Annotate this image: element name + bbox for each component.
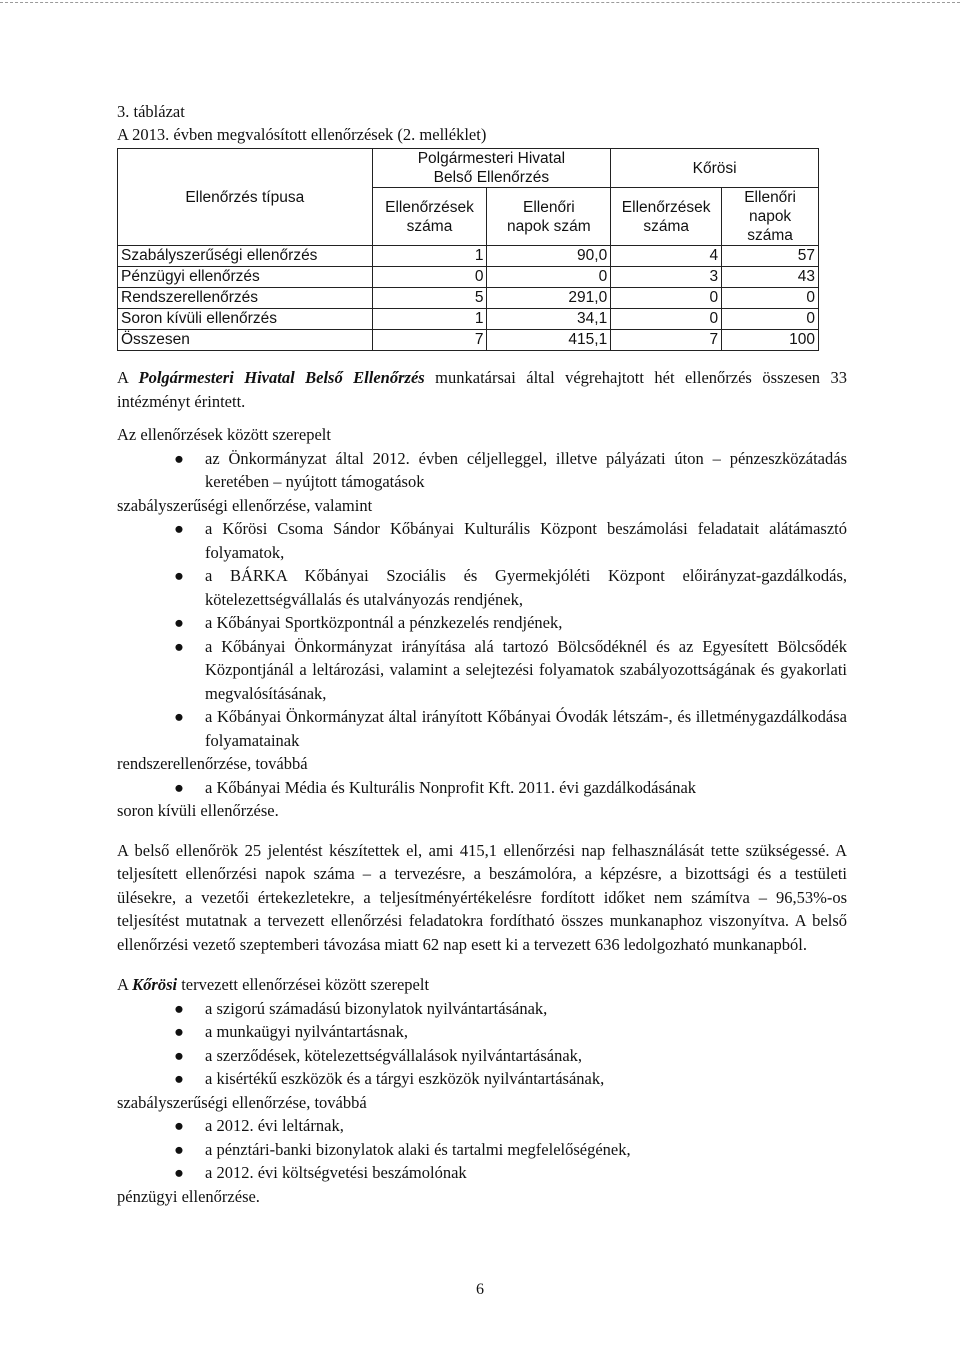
list-item: ● a Kőbányai Önkormányzat által irányított Kőbányai Óvodák létszám-, és illetménygazdálkodása folyamatainak: [174, 707, 847, 750]
bullet-icon: ●: [174, 707, 184, 726]
document-page: [117, 100, 847, 1208]
list-item: ● a pénztári-banki bizonylatok alaki és tartalmi megfelelőségének,: [117, 1138, 847, 1162]
list-item: ● a 2012. évi költségvetési beszámolónak: [117, 1161, 847, 1185]
bullet-icon: ●: [174, 777, 184, 797]
org-name-emphasis: Kőrösi: [132, 975, 178, 994]
table-row: [118, 246, 819, 267]
cell: 90,0: [487, 246, 611, 267]
bullet-icon: ●: [174, 566, 184, 585]
bullet-list-korosi-financial: [117, 1114, 847, 1185]
cell: 0: [487, 267, 611, 288]
table-row: [118, 309, 819, 330]
table-total-row: [118, 330, 819, 351]
row-label: Rendszerellenőrzés: [118, 288, 373, 309]
list-item: ● a BÁRKA Kőbányai Szociális és Gyermekjóléti Központ előirányzat-gazdálkodás, kötelezettségvállalás és utalványozás rendjének,: [174, 566, 847, 609]
table-number: 3. táblázat: [117, 102, 185, 121]
table-title: A 2013. évben megvalósított ellenőrzések (2. melléklet): [117, 125, 487, 144]
list-item: ● a szigorú számadású bizonylatok nyilvántartásának,: [117, 997, 847, 1021]
table-row: [118, 288, 819, 309]
cell: 415,1: [487, 330, 611, 351]
bullet-icon: ●: [174, 1069, 184, 1088]
page-number: 6: [476, 1281, 484, 1298]
list-item: ● a szerződések, kötelezettségvállalások nyilvántartásának,: [117, 1044, 847, 1068]
cell: 0: [611, 288, 722, 309]
table-row: [118, 267, 819, 288]
bullet-icon: ●: [174, 613, 184, 632]
inspections-table: [117, 148, 819, 351]
header-col-3: Ellenőrzések száma: [611, 188, 722, 246]
cell: 57: [722, 246, 819, 267]
cell: 291,0: [487, 288, 611, 309]
bullet-icon: ●: [174, 1116, 184, 1135]
bullet-list-extraordinary: [117, 776, 847, 800]
list-item: ● a munkaügyi nyilvántartásnak,: [117, 1020, 847, 1044]
list-tail: szabályszerűségi ellenőrzése, továbbá: [117, 1092, 367, 1112]
org-name-emphasis: Polgármesteri Hivatal Belső Ellenőrzés: [138, 368, 425, 387]
header-col-1: Ellenőrzések száma: [372, 188, 487, 246]
cell: 7: [372, 330, 487, 351]
list-intro: Az ellenőrzések között szerepelt: [117, 425, 331, 444]
bullet-icon: ●: [174, 998, 184, 1018]
table-header-row: [118, 149, 819, 188]
header-group-korosi: Kőrösi: [611, 149, 819, 188]
bullet-list-system: [117, 517, 847, 752]
list-item: ● a Kőbányai Önkormányzat irányítása alá tartozó Bölcsődéknél és az Egyesített Bölcsődék Központjánál a leltározási, valamint a selejtezési folyamatok szabályozottságának és gyakorlati megvalósításának,: [174, 636, 847, 703]
header-col-2: Ellenőri napok szám: [487, 188, 611, 246]
cell: 43: [722, 267, 819, 288]
cell: 100: [722, 330, 819, 351]
list-item: ● a kisértékű eszközök és a tárgyi eszközök nyilvántartásának,: [117, 1067, 847, 1091]
cell: 4: [611, 246, 722, 267]
row-label: Szabályszerűségi ellenőrzés: [118, 246, 373, 267]
bullet-list-grants: [117, 447, 847, 494]
bullet-icon: ●: [174, 519, 184, 538]
paragraph-reports: A belső ellenőrök 25 jelentést készítettek el, ami 415,1 ellenőrzési nap felhasználását tette szükségessé. A teljesített ellenőrzési napok száma – a tervezésre, a beszámolóra, a képzésre, a bizottsági és a testületi ülésekre, a vezetői értekezletekre, a teljesítményértékelésre fordított időket nem számítva – 96,53%-os teljesítést mutatnak a tervezett ellenőrzési feladatokra fordítható összes munkanaphoz viszonyítva. A belső ellenőrzési vezető szeptemberi távozása miatt 62 nap esett ki a tervezett 636 ledolgozható munkanapból.: [117, 840, 847, 954]
row-label: Összesen: [118, 330, 373, 351]
list-tail: rendszerellenőrzése, továbbá: [117, 754, 308, 773]
paragraph-korosi-intro: A Kőrösi tervezett ellenőrzései között szerepelt: [117, 975, 430, 994]
cell: 5: [372, 288, 487, 309]
bullet-icon: ●: [174, 636, 184, 656]
header-col-4: Ellenőri napok száma: [722, 188, 819, 246]
list-item: ● a 2012. évi leltárnak,: [117, 1114, 847, 1138]
row-label: Pénzügyi ellenőrzés: [118, 267, 373, 288]
cell: 1: [372, 309, 487, 330]
bullet-icon: ●: [174, 1022, 184, 1041]
list-item: ● a Kőbányai Média és Kulturális Nonprofit Kft. 2011. évi gazdálkodásának: [117, 776, 847, 800]
list-item: ● a Kőbányai Sportközpontnál a pénzkezelés rendjének,: [117, 611, 847, 635]
cell: 0: [722, 288, 819, 309]
scan-edge-line: [0, 2, 960, 3]
bullet-list-korosi-regularity: [117, 997, 847, 1091]
row-label: Soron kívüli ellenőrzés: [118, 309, 373, 330]
bullet-icon: ●: [174, 1139, 184, 1159]
cell: 34,1: [487, 309, 611, 330]
paragraph-hivatal-summary: A Polgármesteri Hivatal Belső Ellenőrzés munkatársai által végrehajtott hét ellenőrzés összesen 33 intézményt érintett.: [117, 368, 848, 411]
cell: 3: [611, 267, 722, 288]
header-type: Ellenőrzés típusa: [118, 149, 373, 246]
list-item: ● az Önkormányzat által 2012. évben céljelleggel, illetve pályázati úton – pénzeszközátadás keretében – nyújtott támogatások: [174, 448, 847, 491]
list-tail: szabályszerűségi ellenőrzése, valamint: [117, 495, 373, 515]
cell: 0: [611, 309, 722, 330]
bullet-icon: ●: [174, 448, 184, 468]
list-item: ● a Kőrösi Csoma Sándor Kőbányai Kulturális Központ beszámolási feladatait alátámasztó folyamatok,: [174, 519, 847, 562]
cell: 0: [722, 309, 819, 330]
cell: 0: [372, 267, 487, 288]
list-tail: soron kívüli ellenőrzése.: [117, 801, 279, 820]
cell: 7: [611, 330, 722, 351]
bullet-icon: ●: [174, 1163, 184, 1182]
cell: 1: [372, 246, 487, 267]
bullet-icon: ●: [174, 1045, 184, 1065]
header-group-hivatal: Polgármesteri Hivatal Belső Ellenőrzés: [372, 149, 611, 188]
list-tail: pénzügyi ellenőrzése.: [117, 1186, 260, 1206]
